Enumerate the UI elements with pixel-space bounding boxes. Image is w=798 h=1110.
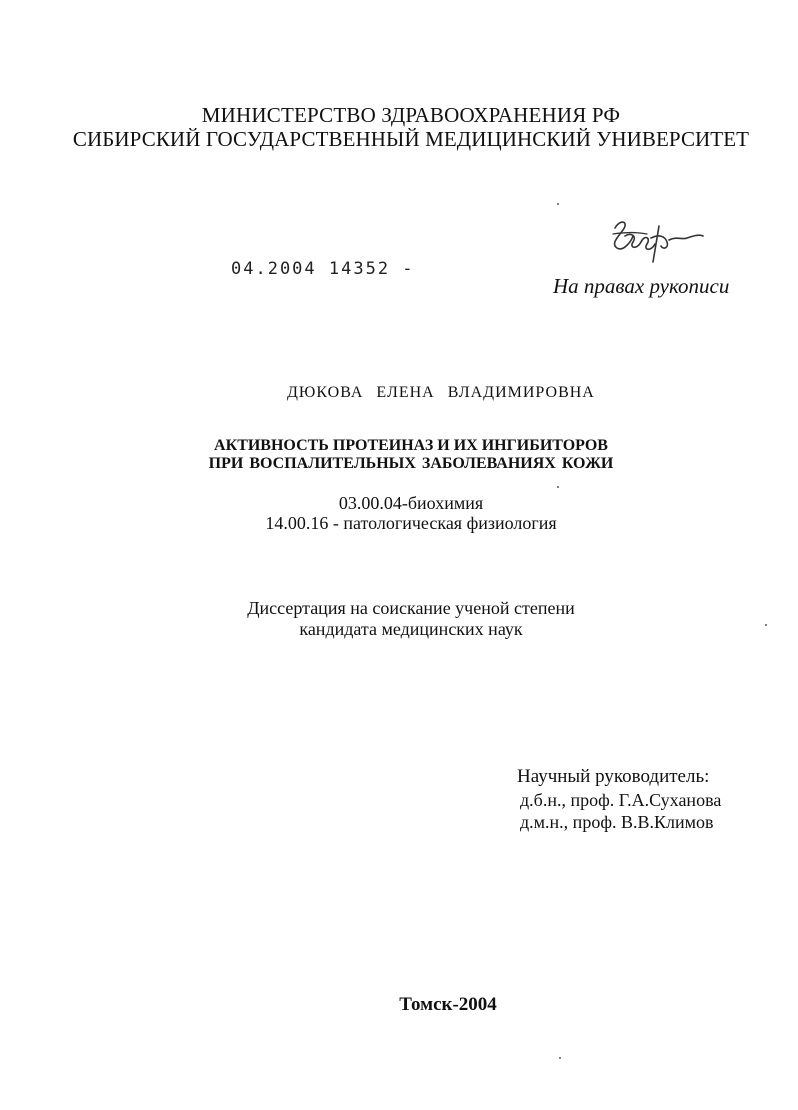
dissertation-title-line-2: ПРИ ВОСПАЛИТЕЛЬНЫХ ЗАБОЛЕВАНИЯХ КОЖИ bbox=[208, 455, 614, 472]
scan-speck bbox=[765, 624, 767, 626]
advisor-name-2: д.м.н., проф. В.В.Климов bbox=[520, 812, 714, 832]
scan-speck bbox=[557, 486, 559, 488]
degree-statement-line-2: кандидата медицинских наук bbox=[299, 619, 523, 639]
scan-speck bbox=[557, 203, 559, 205]
author-name: ДЮКОВА ЕЛЕНА ВЛАДИМИРОВНА bbox=[287, 384, 595, 401]
specialty-code-2: 14.00.16 - патологическая физиология bbox=[265, 513, 557, 533]
university-heading: СИБИРСКИЙ ГОСУДАРСТВЕННЫЙ МЕДИЦИНСКИЙ УНИВЕРСИТЕТ bbox=[72, 127, 750, 151]
handwritten-signature bbox=[607, 214, 707, 266]
registry-number-stamp: 04.2004 14352 - bbox=[231, 259, 415, 279]
specialty-code-1: 03.00.04-биохимия bbox=[338, 493, 484, 513]
manuscript-rights-note: На правах рукописи bbox=[553, 274, 730, 298]
city-year: Томск-2004 bbox=[399, 994, 497, 1015]
ministry-heading: МИНИСТЕРСТВО ЗДРАВООХРАНЕНИЯ РФ bbox=[201, 103, 621, 127]
scan-speck bbox=[559, 1057, 561, 1059]
degree-statement-line-1: Диссертация на соискание ученой степени bbox=[247, 598, 575, 618]
dissertation-title-line-1: АКТИВНОСТЬ ПРОТЕИНАЗ И ИХ ИНГИБИТОРОВ bbox=[214, 437, 608, 454]
advisor-name-1: д.б.н., проф. Г.А.Суханова bbox=[520, 790, 722, 810]
advisor-label: Научный руководитель: bbox=[517, 766, 710, 787]
